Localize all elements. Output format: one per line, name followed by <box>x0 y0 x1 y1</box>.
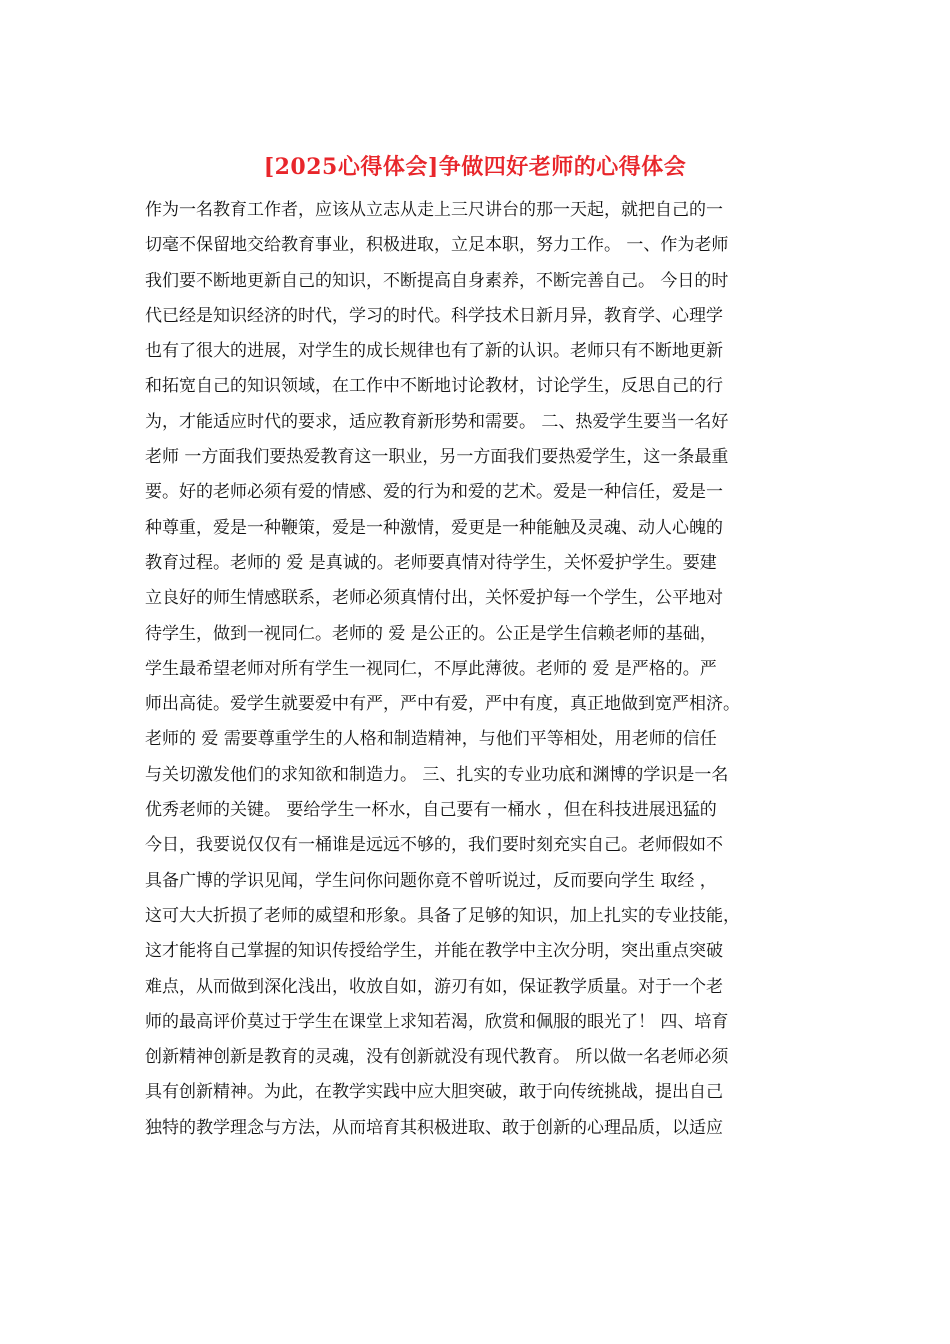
body-line: 为，才能适应时代的要求，适应教育新形势和需要。 二、热爱学生要当一名好 <box>145 411 729 432</box>
body-line: 师出高徒。爱学生就要爱中有严，严中有爱，严中有度，真正地做到宽严相济。 <box>145 694 740 715</box>
body-line: 这才能将自己掌握的知识传授给学生，并能在教学中主次分明，突出重点突破 <box>145 941 723 962</box>
body-line: 老师 一方面我们要热爱教育这一职业，另一方面我们要热爱学生，这一条最重 <box>145 447 729 468</box>
body-line: 立良好的师生情感联系，老师必须真情付出，关怀爱护每一个学生，公平地对 <box>145 588 723 609</box>
body-line: 难点，从而做到深化浅出，收放自如，游刃有如，保证教学质量。对于一个老 <box>145 976 723 997</box>
body-line: 优秀老师的关键。 要给学生一杯水，自己要有一桶水 ，但在科技进展迅猛的 <box>145 800 717 821</box>
body-line: 和拓宽自己的知识领域，在工作中不断地讨论教材，讨论学生，反思自己的行 <box>145 376 723 397</box>
body-line: 待学生，做到一视同仁。老师的 爱 是公正的。公正是学生信赖老师的基础， <box>145 623 717 644</box>
body-line: 种尊重，爱是一种鞭策，爱是一种激情，爱更是一种能触及灵魂、动人心魄的 <box>145 517 723 538</box>
body-line: 学生最希望老师对所有学生一视同仁，不厚此薄彼。老师的 爱 是严格的。严 <box>145 658 717 679</box>
document-title: [2025心得体会]争做四好老师的心得体会 <box>263 154 687 180</box>
document-body <box>145 193 810 1146</box>
body-line: 独特的教学理念与方法，从而培育其积极进取、敢于创新的心理品质，以适应 <box>145 1117 723 1138</box>
body-line: 也有了很大的进展，对学生的成长规律也有了新的认识。老师只有不断地更新 <box>145 341 723 362</box>
body-line: 师的最高评价莫过于学生在课堂上求知若渴，欣赏和佩服的眼光了！ 四、培育 <box>145 1011 729 1032</box>
body-line: 老师的 爱 需要尊重学生的人格和制造精神，与他们平等相处，用老师的信任 <box>145 729 717 750</box>
body-line: 具有创新精神。为此，在教学实践中应大胆突破，敢于向传统挑战，提出自己 <box>145 1082 723 1103</box>
body-line: 具备广博的学识见闻，学生问你问题你竟不曾听说过，反而要向学生 取经 ， <box>145 870 717 891</box>
body-line: 教育过程。老师的 爱 是真诚的。老师要真情对待学生，关怀爱护学生。要建 <box>145 552 717 573</box>
body-line: 作为一名教育工作者，应该从立志从走上三尺讲台的那一天起，就把自己的一 <box>145 200 723 220</box>
body-line: 与关切激发他们的求知欲和制造力。 三、扎实的专业功底和渊博的学识是一名 <box>145 764 729 785</box>
body-line: 创新精神创新是教育的灵魂，没有创新就没有现代教育。 所以做一名老师必须 <box>145 1047 729 1068</box>
body-line: 我们要不断地更新自己的知识，不断提高自身素养，不断完善自己。 今日的时 <box>145 270 729 291</box>
body-line: 这可大大折损了老师的威望和形象。具备了足够的知识，加上扎实的专业技能， <box>145 905 740 926</box>
body-line: 切毫不保留地交给教育事业，积极进取，立足本职，努力工作。 一、作为老师 <box>145 235 729 256</box>
body-line: 要。好的老师必须有爱的情感、爱的行为和爱的艺术。爱是一种信任，爱是一 <box>145 482 723 503</box>
body-line: 今日，我要说仅仅有一桶谁是远远不够的，我们要时刻充实自己。老师假如不 <box>145 835 723 856</box>
body-line: 代已经是知识经济的时代，学习的时代。科学技术日新月异，教育学、心理学 <box>145 305 723 326</box>
